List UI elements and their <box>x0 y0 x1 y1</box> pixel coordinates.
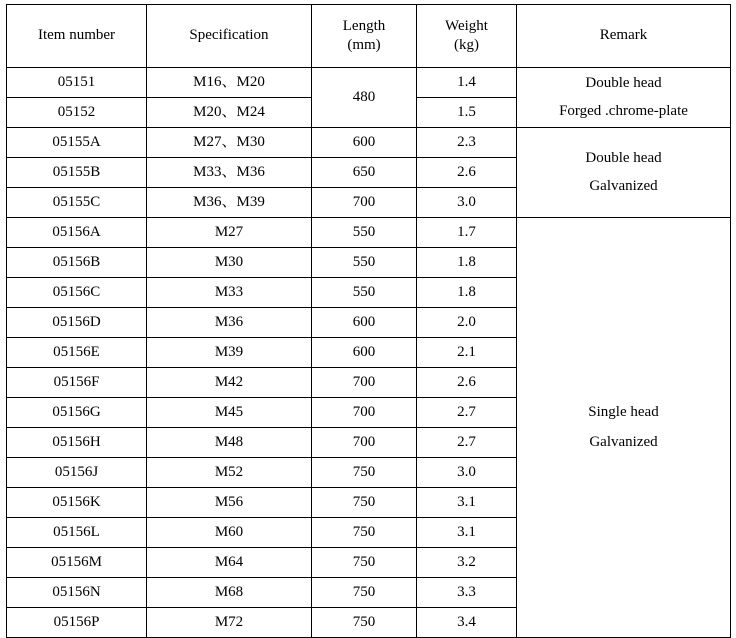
cell-item-number: 05156K <box>7 488 147 518</box>
cell-weight: 3.0 <box>417 458 517 488</box>
cell-length: 750 <box>312 578 417 608</box>
column-header-remark: Remark <box>517 5 731 68</box>
column-header-length: Length (mm) <box>312 5 417 68</box>
column-header-item-number: Item number <box>7 5 147 68</box>
cell-specification: M72 <box>147 608 312 638</box>
cell-item-number: 05151 <box>7 68 147 98</box>
cell-weight: 3.2 <box>417 548 517 578</box>
cell-length: 700 <box>312 368 417 398</box>
cell-length: 650 <box>312 158 417 188</box>
cell-specification: M36 <box>147 308 312 338</box>
cell-weight: 2.7 <box>417 428 517 458</box>
cell-specification: M48 <box>147 428 312 458</box>
cell-specification: M27 <box>147 218 312 248</box>
cell-weight: 3.0 <box>417 188 517 218</box>
cell-item-number: 05155A <box>7 128 147 158</box>
cell-length: 750 <box>312 458 417 488</box>
header-row <box>7 5 731 68</box>
cell-weight: 1.8 <box>417 248 517 278</box>
cell-weight: 2.3 <box>417 128 517 158</box>
cell-specification: M33 <box>147 278 312 308</box>
cell-specification: M36、M39 <box>147 188 312 218</box>
cell-specification: M39 <box>147 338 312 368</box>
cell-specification: M45 <box>147 398 312 428</box>
cell-weight: 2.1 <box>417 338 517 368</box>
cell-specification: M52 <box>147 458 312 488</box>
cell-length: 750 <box>312 518 417 548</box>
table-row <box>7 218 731 248</box>
cell-length: 550 <box>312 218 417 248</box>
cell-specification: M16、M20 <box>147 68 312 98</box>
cell-item-number: 05156N <box>7 578 147 608</box>
cell-weight: 2.7 <box>417 398 517 428</box>
cell-length: 700 <box>312 428 417 458</box>
cell-remark: Single head Galvanized <box>517 218 731 638</box>
cell-specification: M20、M24 <box>147 98 312 128</box>
cell-item-number: 05156H <box>7 428 147 458</box>
column-header-specification: Specification <box>147 5 312 68</box>
cell-length: 750 <box>312 488 417 518</box>
cell-length-merged: 480 <box>312 68 417 128</box>
cell-item-number: 05152 <box>7 98 147 128</box>
cell-length: 550 <box>312 248 417 278</box>
cell-weight: 3.1 <box>417 518 517 548</box>
cell-specification: M64 <box>147 548 312 578</box>
cell-length: 600 <box>312 338 417 368</box>
cell-specification: M56 <box>147 488 312 518</box>
cell-item-number: 05156L <box>7 518 147 548</box>
cell-weight: 1.4 <box>417 68 517 98</box>
cell-weight: 1.8 <box>417 278 517 308</box>
cell-length: 750 <box>312 608 417 638</box>
cell-length: 700 <box>312 188 417 218</box>
cell-length: 550 <box>312 278 417 308</box>
cell-weight: 1.5 <box>417 98 517 128</box>
cell-specification: M60 <box>147 518 312 548</box>
cell-item-number: 05155B <box>7 158 147 188</box>
cell-item-number: 05156B <box>7 248 147 278</box>
cell-specification: M68 <box>147 578 312 608</box>
cell-specification: M42 <box>147 368 312 398</box>
cell-weight: 1.7 <box>417 218 517 248</box>
table-row <box>7 68 731 98</box>
cell-specification: M33、M36 <box>147 158 312 188</box>
cell-item-number: 05156J <box>7 458 147 488</box>
table-header <box>7 5 731 68</box>
cell-item-number: 05156E <box>7 338 147 368</box>
cell-remark: Double head Forged .chrome-plate <box>517 68 731 128</box>
cell-length: 700 <box>312 398 417 428</box>
cell-item-number: 05155C <box>7 188 147 218</box>
cell-length: 600 <box>312 128 417 158</box>
cell-remark: Double head Galvanized <box>517 128 731 218</box>
cell-item-number: 05156D <box>7 308 147 338</box>
table-row <box>7 128 731 158</box>
cell-length: 750 <box>312 548 417 578</box>
cell-weight: 3.1 <box>417 488 517 518</box>
cell-weight: 2.0 <box>417 308 517 338</box>
cell-item-number: 05156G <box>7 398 147 428</box>
cell-item-number: 05156M <box>7 548 147 578</box>
cell-length: 600 <box>312 308 417 338</box>
specification-table <box>6 4 731 638</box>
cell-item-number: 05156C <box>7 278 147 308</box>
cell-weight: 3.4 <box>417 608 517 638</box>
cell-specification: M27、M30 <box>147 128 312 158</box>
cell-weight: 3.3 <box>417 578 517 608</box>
cell-item-number: 05156P <box>7 608 147 638</box>
cell-item-number: 05156A <box>7 218 147 248</box>
column-header-weight: Weight (kg) <box>417 5 517 68</box>
cell-weight: 2.6 <box>417 368 517 398</box>
cell-specification: M30 <box>147 248 312 278</box>
table-body <box>7 68 731 638</box>
cell-item-number: 05156F <box>7 368 147 398</box>
cell-weight: 2.6 <box>417 158 517 188</box>
